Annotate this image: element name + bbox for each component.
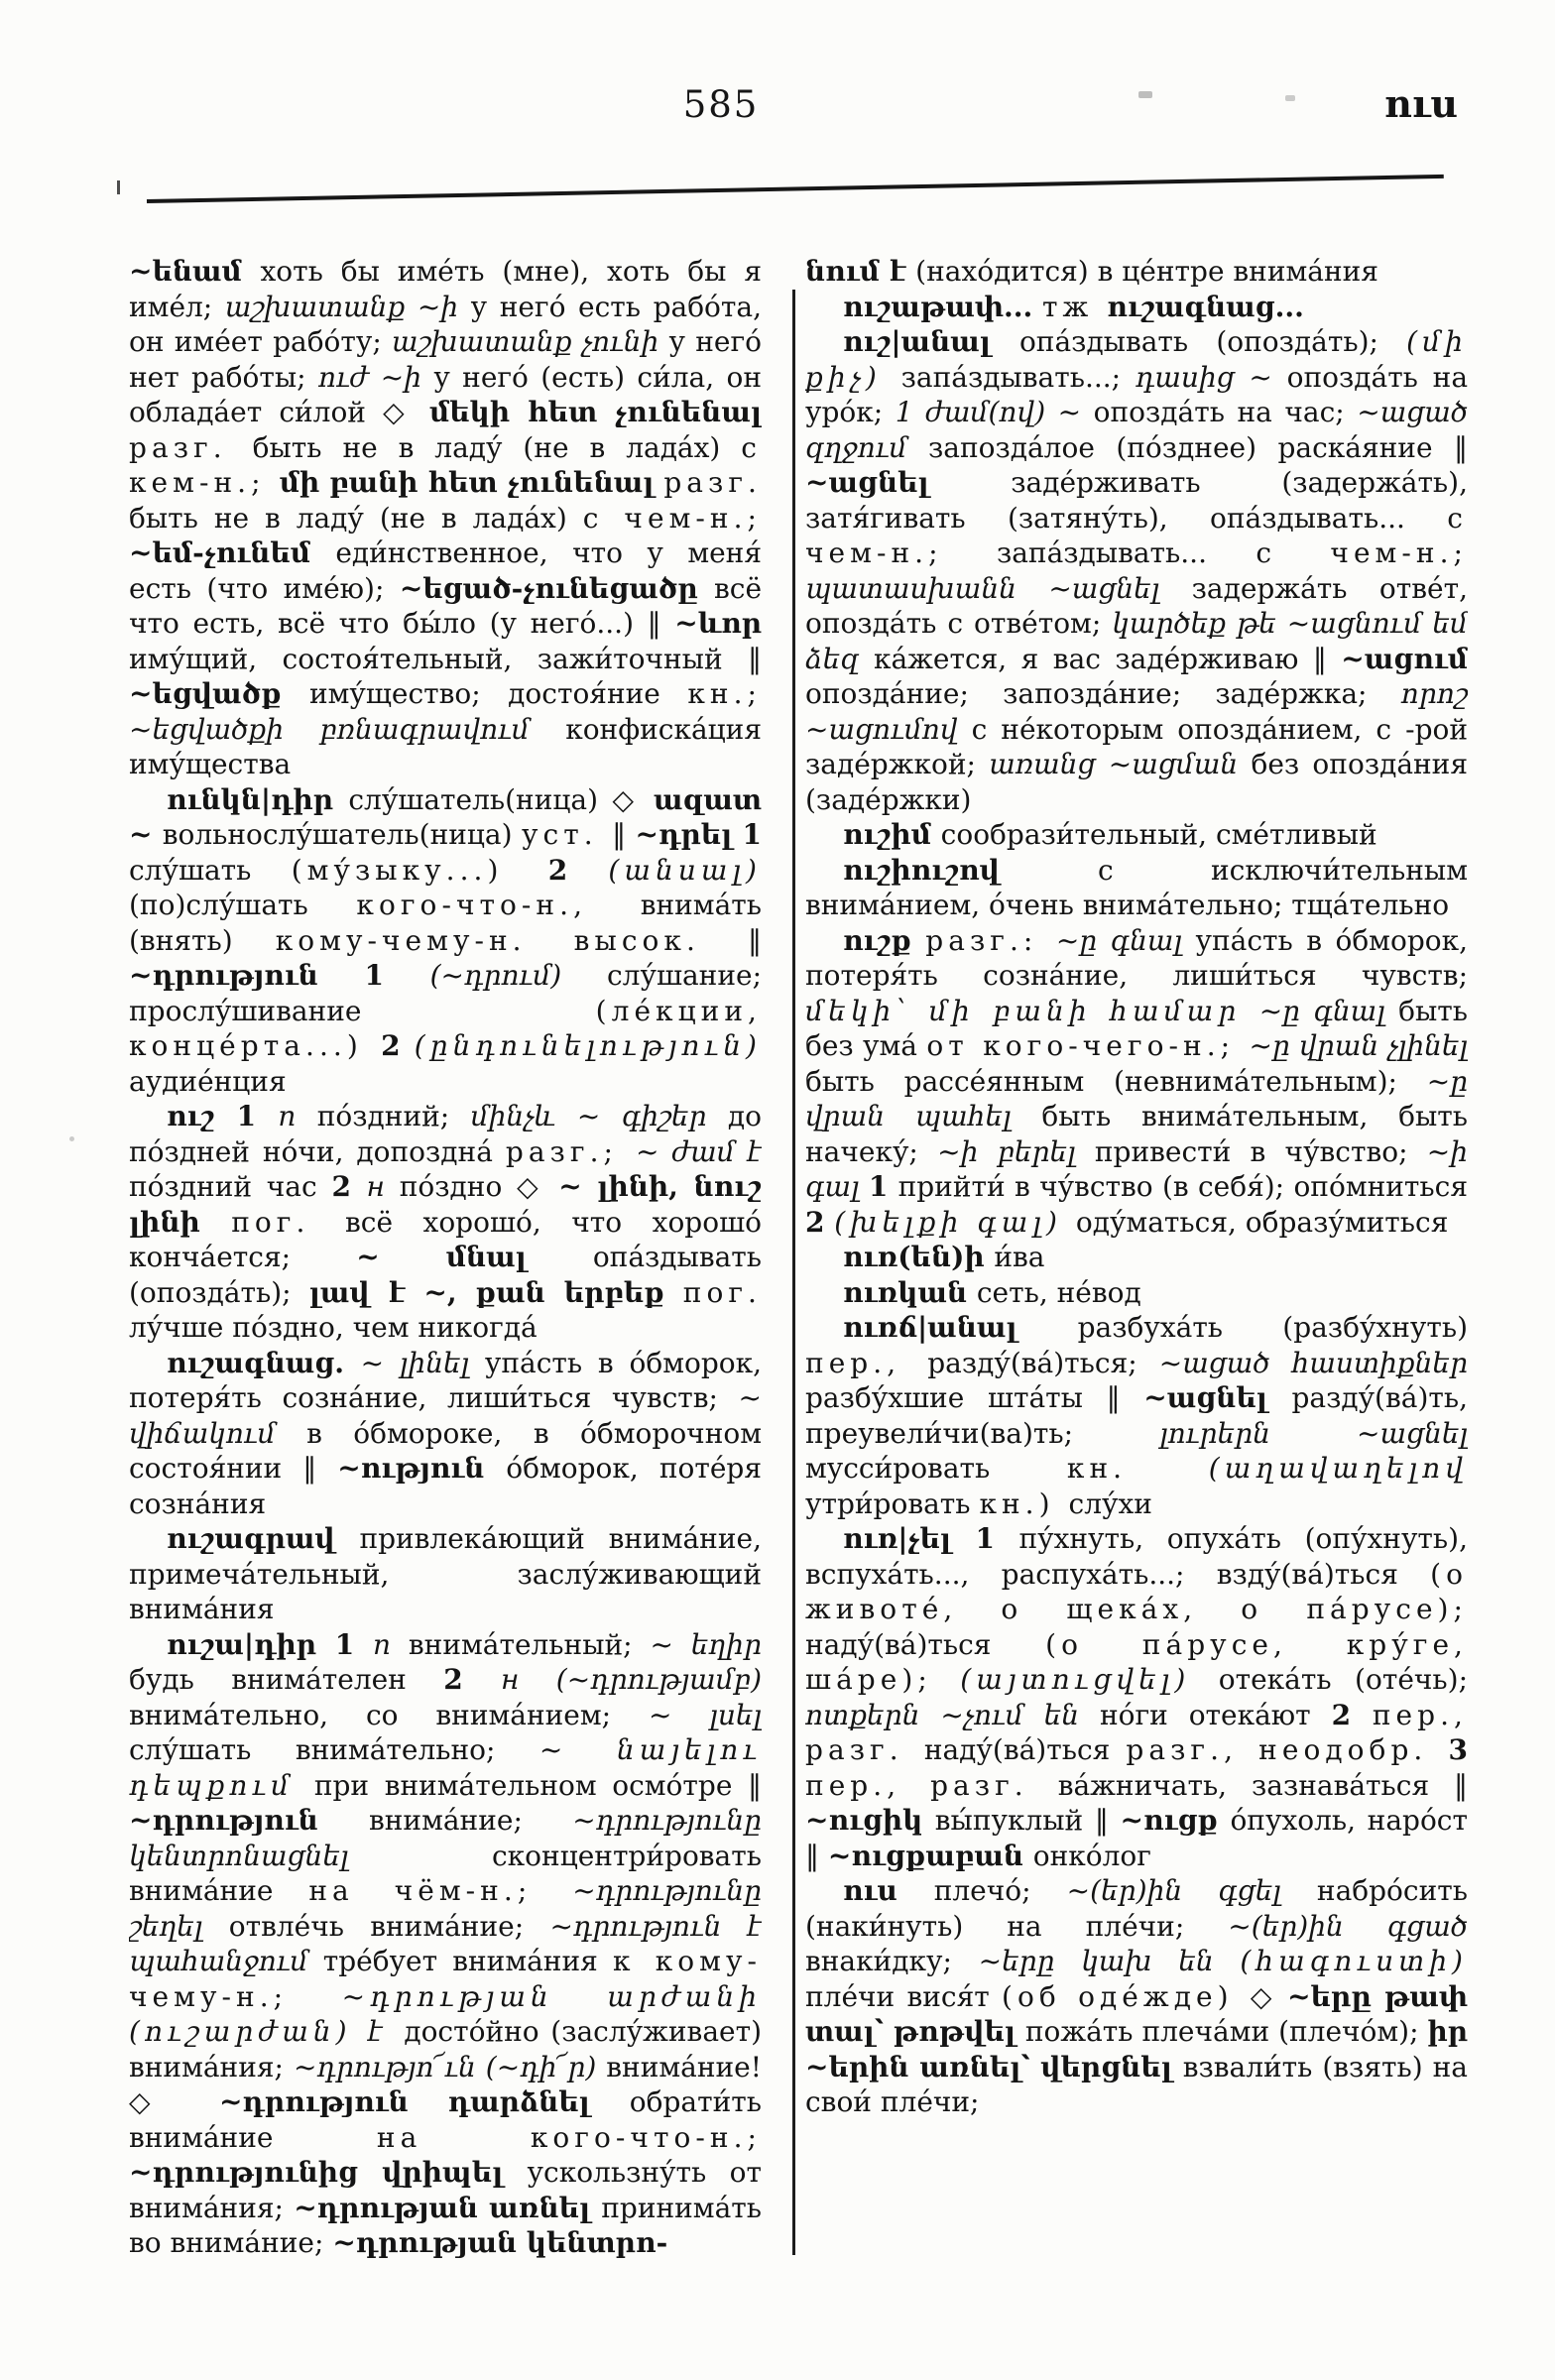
text-segment: ~երը կախ են	[978, 1945, 1241, 1977]
text-segment: ոտքերն ~չում են	[805, 1698, 1100, 1731]
dictionary-entry	[129, 1099, 762, 1346]
text-segment: разду́(ва́)ть, преувели́чи(ва)ть;	[805, 1381, 1468, 1450]
text-segment: пле́чи вися́т	[805, 1979, 1003, 2013]
text-segment: до по́здней но́чи, допоздна́	[129, 1100, 762, 1168]
text-segment: о́пухоль, наро́ст ‖	[805, 1804, 1468, 1872]
scan-artifact	[117, 180, 120, 194]
text-segment: внима́ние! ◇	[129, 2050, 762, 2118]
text-segment: ուռճ|անալ	[843, 1311, 1078, 1344]
text-segment: разг.	[129, 430, 253, 464]
text-segment: сконцентри́ровать внима́ние	[129, 1839, 762, 1907]
text-segment: 2	[381, 1029, 415, 1062]
text-segment: на чём-н.;	[308, 1874, 573, 1907]
column-divider-rule	[792, 290, 795, 2255]
text-segment: опа́здывать (опозда́ть);	[1018, 325, 1407, 358]
text-segment: ~ություն	[337, 1452, 507, 1485]
text-segment: ‖	[747, 923, 762, 957]
text-segment: ազատ ~	[129, 782, 762, 851]
text-segment: внима́ние;	[368, 1804, 573, 1837]
text-segment: упа́сть в о́бморок, потеря́ть созна́ние, лиши́ться чувств;	[129, 1346, 762, 1414]
text-segment: 2	[331, 1170, 367, 1203]
text-segment: պատասխանն ~ացնել	[805, 571, 1192, 605]
text-segment: кн.;	[687, 677, 762, 710]
text-segment: разг., неодобр.	[1126, 1733, 1449, 1766]
text-segment: слу́шание; прослу́шивание	[129, 959, 762, 1027]
dictionary-entry	[129, 782, 762, 1100]
text-segment: н	[500, 1663, 556, 1696]
text-segment: ուշագրավ	[167, 1522, 360, 1555]
text-segment: ~դրությո՜ւն (~դի՜ր)	[293, 2050, 607, 2083]
text-segment: слу́шатель(ница) ◇	[348, 782, 655, 816]
text-segment: аудие́нция	[129, 1064, 287, 1098]
text-segment: быть не в ладу́ (не в лада́х)	[252, 430, 742, 464]
text-segment: утри́ровать	[805, 1487, 980, 1520]
dictionary-entry	[805, 853, 1468, 923]
text-segment: ուռկան	[843, 1275, 977, 1309]
text-segment: разг.	[663, 466, 762, 499]
text-segment: ուշիուշով	[843, 853, 1099, 887]
text-segment: ուշագնաց...	[1107, 290, 1304, 323]
dictionary-entry	[129, 254, 762, 782]
text-segment: ուշիմ	[843, 818, 941, 851]
text-segment: ուշաթափ...	[843, 290, 1043, 323]
dictionary-entry	[129, 1521, 762, 1627]
text-segment: пу́хнуть, опуха́ть (опу́хнуть), вспуха́ть..., распуха́ть...; взду́(ва́)ться	[805, 1522, 1468, 1591]
text-segment: ~ մնալ	[356, 1241, 593, 1273]
text-segment: и́ва	[994, 1241, 1045, 1273]
text-segment: ուշ|անալ	[843, 325, 1019, 358]
text-segment: привести́ в чу́вство;	[1094, 1134, 1427, 1168]
text-segment: по́здний;	[316, 1100, 471, 1132]
text-segment: կարծեք թե ~ացնում եմ ձեզ	[805, 607, 1468, 675]
text-segment: ~ լինել	[360, 1346, 485, 1379]
text-segment: внима́тельно, со внима́нием;	[129, 1698, 649, 1731]
dictionary-entry	[805, 254, 1468, 290]
text-segment: при внима́тельном осмо́тре ‖	[313, 1768, 762, 1802]
text-segment: որոշ ~ացումով	[805, 677, 1468, 746]
text-segment: наду́(ва́)ться	[805, 1627, 1046, 1661]
text-segment: ուռ|չել 1	[843, 1522, 1019, 1555]
dictionary-entry	[129, 1346, 762, 1522]
text-segment: ~ ժամ է	[635, 1134, 762, 1168]
text-segment: с чем-н.;	[582, 501, 762, 535]
text-segment: тж	[1042, 290, 1108, 323]
text-segment: (~դրությամբ)	[555, 1663, 762, 1696]
text-segment: լուրերն ~ացնել	[1159, 1416, 1468, 1450]
text-segment: նում է	[805, 255, 916, 288]
text-segment: 1	[868, 1170, 898, 1203]
text-segment: ~ացած հաստիքներ	[1158, 1346, 1468, 1379]
text-segment: աշխատանք չունի	[392, 325, 669, 358]
text-segment: ~եցվածք	[129, 677, 309, 710]
text-segment: ~ լինի, նուշ լինի	[129, 1170, 762, 1239]
text-segment: с чем-н.;	[1256, 536, 1468, 569]
text-segment: с чем-н.;	[805, 501, 1468, 569]
text-segment: ուժ ~ի	[317, 360, 434, 394]
text-segment: ~դրությունը շեղել	[129, 1874, 762, 1943]
text-segment: запозда́лое (по́зднее) раска́яние ‖	[927, 430, 1468, 464]
dictionary-entry	[805, 1275, 1468, 1311]
text-segment: (խելքի գալ)	[834, 1205, 1076, 1239]
text-segment: но́ги отека́ют	[1099, 1698, 1332, 1731]
text-segment: разду́(ва́)ться;	[927, 1346, 1159, 1379]
text-segment: опа́здывать (опозда́ть);	[129, 1241, 762, 1309]
text-segment: опозда́ние; запозда́ние; заде́ржка;	[805, 677, 1401, 710]
text-segment: внима́ть (внять)	[129, 889, 762, 957]
text-segment: хоть бы име́ть (мне), хоть бы я име́л;	[129, 255, 762, 323]
text-segment: тре́бует внима́ния	[322, 1945, 613, 1977]
text-segment: 1 ժամ(ով) ~	[895, 396, 1094, 428]
text-segment: 2	[805, 1205, 835, 1239]
text-segment: по́здний час	[129, 1170, 332, 1203]
text-segment: пожа́ть плеча́ми (плечо́м);	[1024, 2015, 1428, 2048]
text-segment: ~ացած զղջում	[805, 396, 1468, 464]
text-segment: быть внима́тельным, быть начеку́;	[805, 1100, 1468, 1168]
scan-artifact	[1285, 95, 1295, 101]
text-segment: разбуха́ть (разбу́хнуть)	[1077, 1311, 1468, 1344]
text-segment: п	[372, 1627, 409, 1661]
text-segment: լավ է ~, քան երբեք	[308, 1275, 683, 1309]
text-segment: մեկի հետ չունենալ	[429, 396, 762, 428]
text-segment: досто́йно (заслу́живает) внима́ния;	[129, 2015, 762, 2083]
text-segment: мусси́ровать	[805, 1452, 1067, 1485]
dictionary-entry	[805, 1310, 1468, 1521]
page-number: 585	[682, 83, 760, 126]
text-segment: ~ վիճակում	[129, 1381, 762, 1450]
text-segment: ուշա|դիր 1	[167, 1627, 373, 1661]
text-segment: ~դրել 1	[635, 818, 762, 851]
dictionary-column-right	[805, 254, 1468, 2297]
text-segment: кому-чему-н. высок.	[275, 923, 748, 957]
text-segment: ունկն|դիր	[167, 782, 349, 816]
text-segment: опозда́ть на уро́к;	[805, 360, 1468, 428]
text-segment: ~ացնել	[1143, 1381, 1292, 1414]
text-segment: ~ենամ	[129, 255, 261, 288]
text-segment: внима́тельный;	[408, 1627, 651, 1661]
scan-artifact	[69, 1136, 74, 1141]
header-rule	[147, 175, 1444, 203]
text-segment: опозда́ть на час;	[1093, 396, 1358, 428]
text-segment: 2	[1331, 1698, 1373, 1731]
text-segment: набро́сить (наки́нуть) на пле́чи;	[805, 1874, 1468, 1943]
text-segment: задержа́ть отве́т, опозда́ть с отве́том;	[805, 571, 1468, 640]
text-segment: кого-что-н.,	[356, 889, 641, 921]
text-segment: быть без ума́	[805, 994, 1468, 1062]
text-segment: ~ը վրան պահել	[805, 1064, 1468, 1132]
text-segment: конфиска́ция иму́щества	[129, 712, 762, 780]
text-segment: ~դրություն 1	[129, 959, 430, 992]
text-segment: по́здно ◇	[399, 1170, 559, 1203]
text-segment: п	[278, 1100, 317, 1132]
text-segment: привлека́ющий внима́ние, примеча́тельный, заслу́живающий внима́ния	[129, 1522, 762, 1625]
text-segment: от кого-чего-н.;	[926, 1029, 1250, 1062]
text-segment: ~դրության արժանի (ուշարժան) է	[129, 1979, 762, 2048]
text-segment: всё хорошо́, что хорошо́ конча́ется;	[129, 1205, 762, 1273]
text-segment: ~դրություն դարձնել	[218, 2085, 630, 2118]
text-segment: оду́маться, образу́миться	[1075, 1205, 1449, 1239]
text-segment: ‖	[612, 818, 636, 851]
text-segment: ~եմ-չունեմ	[129, 536, 336, 569]
dictionary-entry	[805, 1240, 1468, 1275]
text-segment: (ле́кции, конце́рта...)	[129, 994, 762, 1062]
text-segment: онко́лог	[1032, 1839, 1151, 1872]
text-segment: ~ուցք	[1120, 1804, 1231, 1837]
text-segment: մի բանի հետ չունենալ	[279, 466, 664, 499]
text-segment: ка́жется, я вас заде́рживаю ‖	[873, 642, 1342, 675]
text-segment: մեկի՝ մի բանի համար	[805, 994, 1259, 1027]
text-segment: ~ուցիկ	[805, 1804, 935, 1837]
dictionary-entry	[805, 290, 1468, 325]
text-segment: будь внима́телен	[129, 1663, 444, 1696]
text-segment: ~եցվածքի բռնագրավում	[129, 712, 566, 746]
text-segment: слу́хи	[1068, 1487, 1152, 1520]
text-segment: ~դրություն է պահանջում	[129, 1909, 762, 1977]
text-segment: пер.,	[805, 1346, 928, 1379]
text-segment: наду́(ва́)ться	[923, 1733, 1127, 1766]
text-segment: разг.:	[925, 923, 1056, 957]
text-segment: (~դրում)	[429, 959, 607, 992]
text-segment: ~ացում	[1341, 642, 1468, 675]
dictionary-entry	[805, 1521, 1468, 1873]
text-segment: отека́ть (оте́чь);	[1218, 1663, 1468, 1696]
text-segment: у него́ (есть) си́ла, он облада́ет си́лой ◇	[129, 360, 762, 428]
text-segment: быть рассе́янным (невнима́тельным);	[805, 1064, 1427, 1098]
text-segment: с не́которым опозда́нием, с -рой заде́ржкой;	[805, 712, 1468, 780]
text-segment: իր ~երին առնել՝ վերցնել	[805, 2015, 1468, 2083]
text-segment: ускользну́ть от внима́ния;	[129, 2156, 762, 2224]
text-segment: всё что есть, всё что бы́ло (у него́...) ‖	[129, 571, 762, 640]
text-segment: запа́здывать...;	[900, 360, 1136, 394]
dictionary-entry	[805, 324, 1468, 817]
text-segment: в о́бмороке, в о́бморочном состоя́нии ‖	[129, 1416, 762, 1485]
scan-artifact	[1138, 91, 1152, 98]
text-segment: ва́жничать, зазнава́ться ‖	[1057, 1768, 1468, 1802]
text-segment: внаки́дку;	[805, 1945, 979, 1977]
text-segment: ~դրության կենտրո-	[332, 2226, 668, 2259]
text-segment: ~ևոր	[674, 607, 762, 640]
text-segment: 2	[443, 1663, 501, 1696]
dictionary-entry	[805, 817, 1468, 853]
text-segment: (հագուստի)	[1240, 1945, 1468, 1977]
text-segment: (об оде́жде)	[1002, 1979, 1251, 2013]
dictionary-column-left	[129, 254, 762, 2297]
text-segment: пер., разг.	[805, 1698, 1468, 1766]
text-segment: (нахо́дится) в це́нтре внима́ния	[915, 255, 1378, 288]
text-segment: մինչև ~ գիշեր	[470, 1100, 728, 1132]
text-segment: с кем-н.;	[129, 430, 762, 499]
text-segment: обрати́ть внима́ние	[129, 2085, 762, 2154]
text-segment: слу́шать внима́тельно;	[129, 1733, 539, 1766]
text-segment: ~ լսել	[648, 1698, 762, 1731]
text-segment: уст.	[521, 818, 613, 851]
text-segment: иму́щий, состоя́тельный, зажи́точный ‖	[129, 642, 762, 675]
text-segment: с исключи́тельным внима́нием, о́чень внима́тельно; тща́тельно	[805, 853, 1468, 921]
text-segment: ~դրության առնել	[294, 2191, 602, 2224]
text-segment: разбу́хшие шта́ты ‖	[805, 1381, 1144, 1414]
running-head-guide-word: ուս	[1383, 81, 1458, 126]
text-segment: упа́сть в о́бморок, потеря́ть созна́ние, лиши́ться чувств;	[805, 923, 1468, 992]
text-segment: сообрази́тельный, сме́тливый	[940, 818, 1377, 851]
text-segment: (по)слу́шать	[129, 889, 357, 921]
text-segment: принима́ть во внима́ние;	[129, 2191, 762, 2259]
text-segment: ~դրությունից վրիպել	[129, 2156, 528, 2189]
text-segment: у него́ есть рабо́та, он име́ет рабо́ту;	[129, 290, 762, 358]
text-segment: отвле́чь внима́ние;	[228, 1909, 550, 1943]
dictionary-entry	[805, 923, 1468, 1241]
text-segment: сеть, не́вод	[976, 1275, 1141, 1309]
text-segment: ~ը գնալ	[1055, 923, 1196, 957]
text-segment: աշխատանք ~ի	[224, 290, 471, 323]
text-segment: (ընդունելություն)	[414, 1029, 762, 1062]
text-segment: ~ը գնալ	[1258, 994, 1399, 1027]
text-segment: н	[366, 1170, 400, 1203]
text-segment: заде́рживать (задержа́ть), затя́гивать (затяну́ть), опа́здывать...	[805, 466, 1468, 535]
text-segment: кн.	[1066, 1452, 1209, 1485]
text-segment: о́бморок, поте́ря созна́ния	[129, 1452, 762, 1520]
text-segment: запа́здывать...	[996, 536, 1256, 569]
text-segment: взвали́ть (взять) на свои́ пле́чи;	[805, 2050, 1468, 2118]
text-segment: пер., разг.	[805, 1768, 1058, 1802]
text-segment: у него́ нет рабо́ты;	[129, 325, 762, 394]
text-segment: пог.	[682, 1275, 762, 1309]
text-segment: без опозда́ния (заде́ржки)	[805, 748, 1468, 816]
text-segment: ~եցած-չունեցածը	[399, 571, 714, 605]
text-segment: ~ի գալ	[805, 1134, 1468, 1203]
text-segment: пог.	[231, 1205, 345, 1239]
text-segment: ուռ(են)ի	[843, 1241, 995, 1273]
dictionary-entry	[129, 1627, 762, 2261]
text-segment: դասից ~	[1135, 360, 1287, 394]
text-segment: 2	[547, 853, 609, 887]
text-segment: (մի քիչ)	[805, 325, 1468, 394]
text-segment: (му́зыку...)	[291, 853, 548, 887]
text-segment: ~դրություն	[129, 1804, 369, 1837]
text-segment: иму́щество; достоя́ние	[308, 677, 688, 710]
text-segment: ուշք	[843, 923, 926, 957]
text-segment: ~ացնել	[805, 466, 1012, 499]
text-segment: быть не в ладу́ (не в лада́х)	[129, 501, 583, 535]
text-segment: ◇	[1250, 1979, 1288, 2013]
text-segment: ուշ 1	[167, 1100, 279, 1132]
text-segment: (о па́русе, кру́ге, ша́ре);	[805, 1627, 1468, 1696]
text-segment: ~ եղիր	[650, 1627, 762, 1661]
text-segment: разг.;	[505, 1134, 636, 1168]
text-segment: ~երը թափ տալ՝ թոթվել	[805, 1979, 1468, 2048]
text-segment: ~ի բերել	[937, 1134, 1095, 1168]
text-segment: плечо́;	[933, 1874, 1067, 1907]
dictionary-entry	[805, 1873, 1468, 2120]
text-segment: առանց ~ացման	[989, 748, 1252, 780]
text-segment: ~(եր)ին գցած	[1228, 1909, 1468, 1943]
text-segment: вы́пуклый ‖	[934, 1804, 1121, 1837]
text-segment: вольнослу́шатель(ница)	[162, 818, 522, 851]
text-segment: ~ը վրան չլինել	[1249, 1029, 1468, 1062]
text-segment: ~ նայելու դեպքում	[129, 1733, 762, 1802]
text-segment: 3	[1448, 1733, 1468, 1766]
text-segment: ուշագնաց.	[167, 1346, 361, 1379]
text-segment: ուս	[843, 1874, 934, 1907]
text-segment: ~(եր)ին գցել	[1066, 1874, 1317, 1907]
text-segment: кн.)	[979, 1487, 1069, 1520]
text-segment: на кого-что-н.;	[376, 2120, 762, 2154]
text-segment: лу́чше по́здно, чем никогда́	[129, 1311, 538, 1344]
text-segment: ~դրությունը կենտրոնացնել	[129, 1804, 762, 1872]
text-segment: (о животе́, о щека́х, о па́русе);	[805, 1557, 1468, 1625]
text-segment: ~ուցքաբան	[827, 1839, 1033, 1872]
text-segment: (այտուցվել)	[960, 1663, 1219, 1696]
text-segment: слу́шать	[129, 853, 292, 887]
text-segment: прийти́ в чу́вство (в себя́); опо́мниться	[897, 1170, 1468, 1203]
text-segment: (աղավաղելով	[1208, 1452, 1468, 1485]
text-segment: еди́нственное, что у меня́ есть (что име́ю);	[129, 536, 762, 605]
text-segment: к кому-чему-н.;	[129, 1945, 762, 2013]
text-segment: (անսալ)	[608, 853, 762, 887]
